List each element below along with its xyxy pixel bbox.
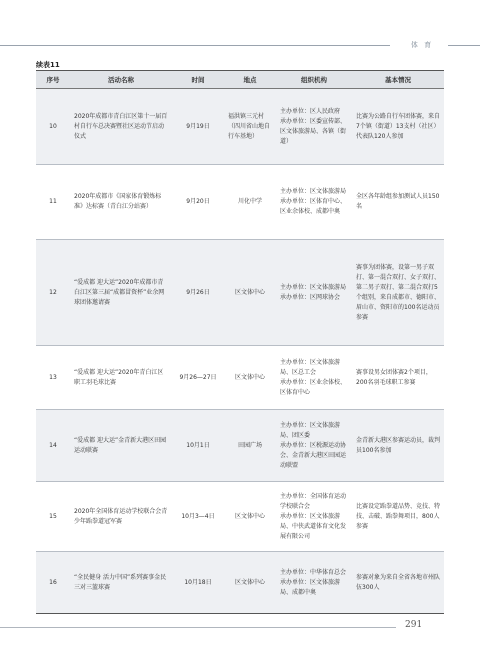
cell-name: 2020年全国体育运动学校联合会青少年跆拳道冠军赛 [70,482,172,552]
cell-name: “全民健身 活力中国”系列赛事金民三对三篮球赛 [70,552,172,614]
cell-info: 比赛为公路自行车团体赛，来自7个镇（街道）13支村（社区）代表队120人参加 [352,89,444,165]
column-header-org: 组织机构 [276,71,352,89]
cell-no: 12 [36,240,70,346]
footer-rule [0,627,396,628]
cell-info: 金青新大港区参赛运动员，裁判员100名参加 [352,410,444,482]
table-row [36,346,444,410]
cell-place: 川化中学 [224,165,276,240]
cell-place: 区文体中心 [224,552,276,614]
cell-no: 16 [36,552,70,614]
column-header-info: 基本情况 [352,71,444,89]
cell-time: 9月20日 [172,165,224,240]
cell-org: 主办单位：区文体旅游局、区总工会 承办单位：区业余体校、区体育中心 [276,346,352,410]
cell-time: 10月3—4日 [172,482,224,552]
cell-org: 主办单位：中华体育总会 承办单位：区文体旅游局、成都中奥 [276,552,352,614]
cell-place: 田园广场 [224,410,276,482]
table-row [36,165,444,240]
cell-org: 主办单位：全国体育运动学校联合会 承办单位：区文体旅游局、中侠武道体育文化发展有限公司 [276,482,352,552]
table-caption: 续表11 [36,61,60,69]
column-header-place: 地点 [224,71,276,89]
cell-info: 比赛设定跆拳道品势、竞技、特技、击破、跆拳舞项目，800人参赛 [352,482,444,552]
cell-no: 10 [36,89,70,165]
cell-place: 福洪镇三元村（四川省山地自行车基地） [224,89,276,165]
cell-org: 主办单位：区文体旅游局 承办单位：区体育中心、区业余体校、成都中奥 [276,165,352,240]
cell-time: 9月19日 [172,89,224,165]
cell-name: “爱成都 迎大运”2020年青白江区职工羽毛球比赛 [70,346,172,410]
cell-no: 14 [36,410,70,482]
activities-table [36,70,444,614]
cell-time: 9月26—27日 [172,346,224,410]
column-header-no: 序号 [36,71,70,89]
cell-no: 11 [36,165,70,240]
table-row [36,482,444,552]
column-header-name: 活动名称 [70,71,172,89]
header-rule-right [448,45,480,46]
cell-place: 区文体中心 [224,240,276,346]
cell-time: 10月18日 [172,552,224,614]
cell-no: 15 [36,482,70,552]
cell-name: 2020年成都市青白江区第十一届百村自行车总决赛暨社区运动节启动仪式 [70,89,172,165]
cell-info: 赛事设男女团体赛2个项目，200名羽毛球职工参赛 [352,346,444,410]
cell-info: 全区各年龄组参加测试人员150名 [352,165,444,240]
cell-place: 区文体中心 [224,482,276,552]
header-rule-left [0,45,390,46]
table-header-row [36,71,444,89]
cell-time: 10月1日 [172,410,224,482]
cell-org: 主办单位：区文体旅游局 承办单位：区网球协会 [276,240,352,346]
section-label: 体 育 [410,41,434,49]
cell-name: 2020年成都市《国家体育锻炼标准》达标赛（青白江分站赛） [70,165,172,240]
cell-org: 主办单位：区文体旅游局、团区委 承办单位：区税源运动协会、金青新大港区田园运动联盟 [276,410,352,482]
cell-name: “爱成都 迎大运”2020年成都市青白江区第三届“成都冒资杯”业余网球团体邀请赛 [70,240,172,346]
cell-place: 区文体中心 [224,346,276,410]
table-row [36,240,444,346]
column-header-time: 时间 [172,71,224,89]
cell-info: 参赛对象为来自全省各地市州队伍300人 [352,552,444,614]
cell-no: 13 [36,346,70,410]
cell-info: 赛事为团体赛，设第一男子双打、第一混合双打、女子双打、第二男子双打、第二混合双打5个组别，来自成都市、德阳市、眉山市、资阳市的100名运动员参赛 [352,240,444,346]
page-number: 291 [405,620,423,630]
table-row [36,89,444,165]
cell-time: 9月26日 [172,240,224,346]
table-row [36,552,444,614]
cell-name: “爱成都 迎大运”金青新大港区田园运动联赛 [70,410,172,482]
cell-org: 主办单位：区人民政府 承办单位：区委宣传部、区文体旅游局、各镇（街道） [276,89,352,165]
table-row [36,410,444,482]
